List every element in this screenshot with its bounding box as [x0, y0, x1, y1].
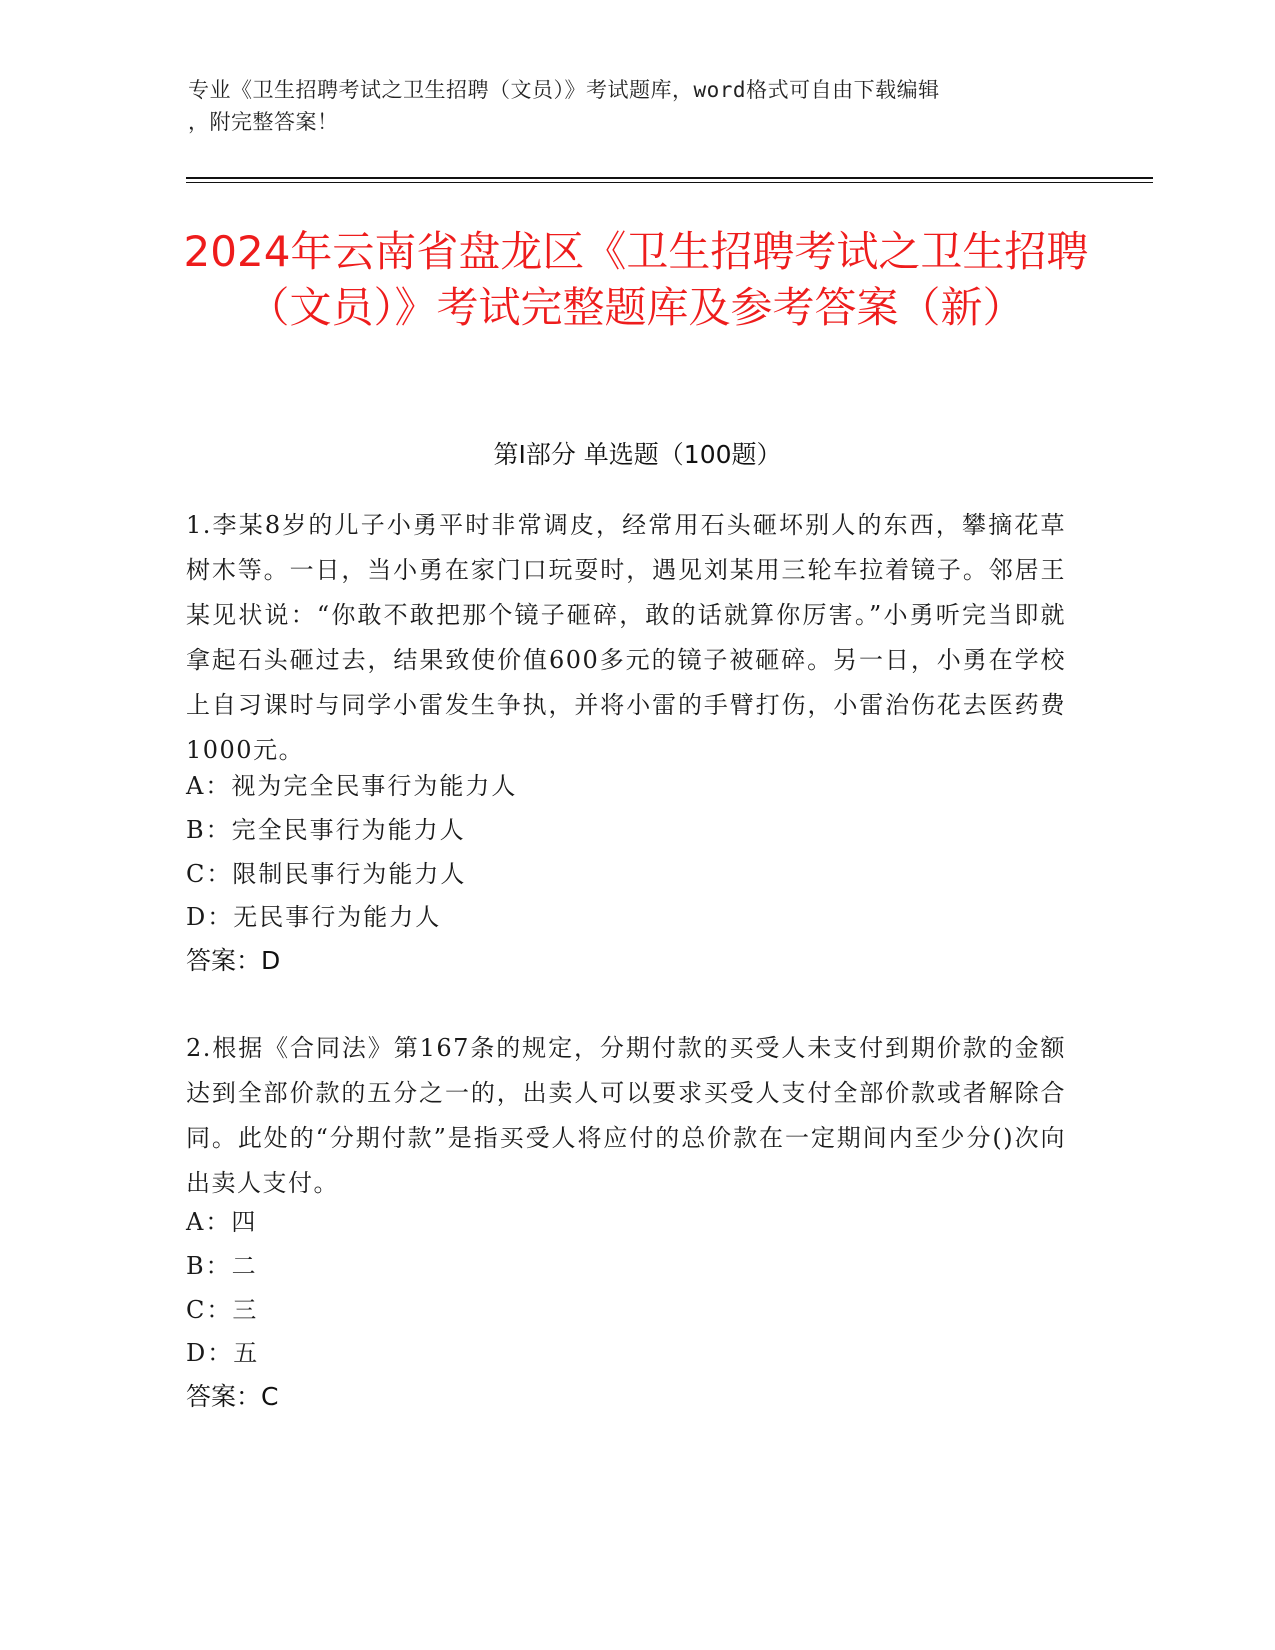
question-2-stem: 2.根据《合同法》第167条的规定，分期付款的买受人未支付到期价款的金额达到全部价款的五分之一的，出卖人可以要求买受人支付全部价款或者解除合同。此处的“分期付款”是指买受人将应付的总价款在一定期间内至少分()次向出卖人支付。	[186, 1034, 1066, 1197]
header-note	[188, 74, 1068, 138]
document-title: 2024年云南省盘龙区《卫生招聘考试之卫生招聘（文员）》考试完整题库及参考答案（新）	[183, 227, 1089, 332]
question-1-answer: 答案：D	[186, 946, 281, 975]
header-note-line-2: ，附完整答案！	[188, 110, 339, 134]
question-1-option-d: D：无民事行为能力人	[186, 903, 442, 931]
header-divider-thick	[186, 177, 1153, 179]
header-divider-thin	[186, 182, 1153, 183]
question-1-stem: 1.李某8岁的儿子小勇平时非常调皮，经常用石头砸坏别人的东西，攀摘花草树木等。一日，当小勇在家门口玩耍时，遇见刘某用三轮车拉着镜子。邻居王某见状说：“你敢不敢把那个镜子砸碎，敢的话就算你厉害。”小勇听完当即就拿起石头砸过去，结果致使价值600多元的镜子被砸碎。另一日，小勇在学校上自习课时与同学小雷发生争执，并将小雷的手臂打伤，小雷治伤花去医药费1000元。	[186, 511, 1066, 764]
question-1-option-c: C：限制民事行为能力人	[186, 860, 467, 888]
question-2-answer: 答案：C	[186, 1382, 279, 1411]
section-heading: 第I部分 单选题（100题）	[493, 440, 782, 469]
question-2-option-b: B：二	[186, 1252, 258, 1280]
question-2-option-a: A：四	[186, 1208, 258, 1236]
question-2-option-d: D：五	[186, 1339, 260, 1367]
question-1-option-a: A：视为完全民事行为能力人	[186, 772, 518, 800]
question-2-option-c: C：三	[186, 1296, 259, 1324]
header-note-line-1: 专业《卫生招聘考试之卫生招聘（文员）》考试题库，word格式可自由下载编辑	[188, 78, 940, 102]
question-1-option-b: B：完全民事行为能力人	[186, 816, 466, 844]
